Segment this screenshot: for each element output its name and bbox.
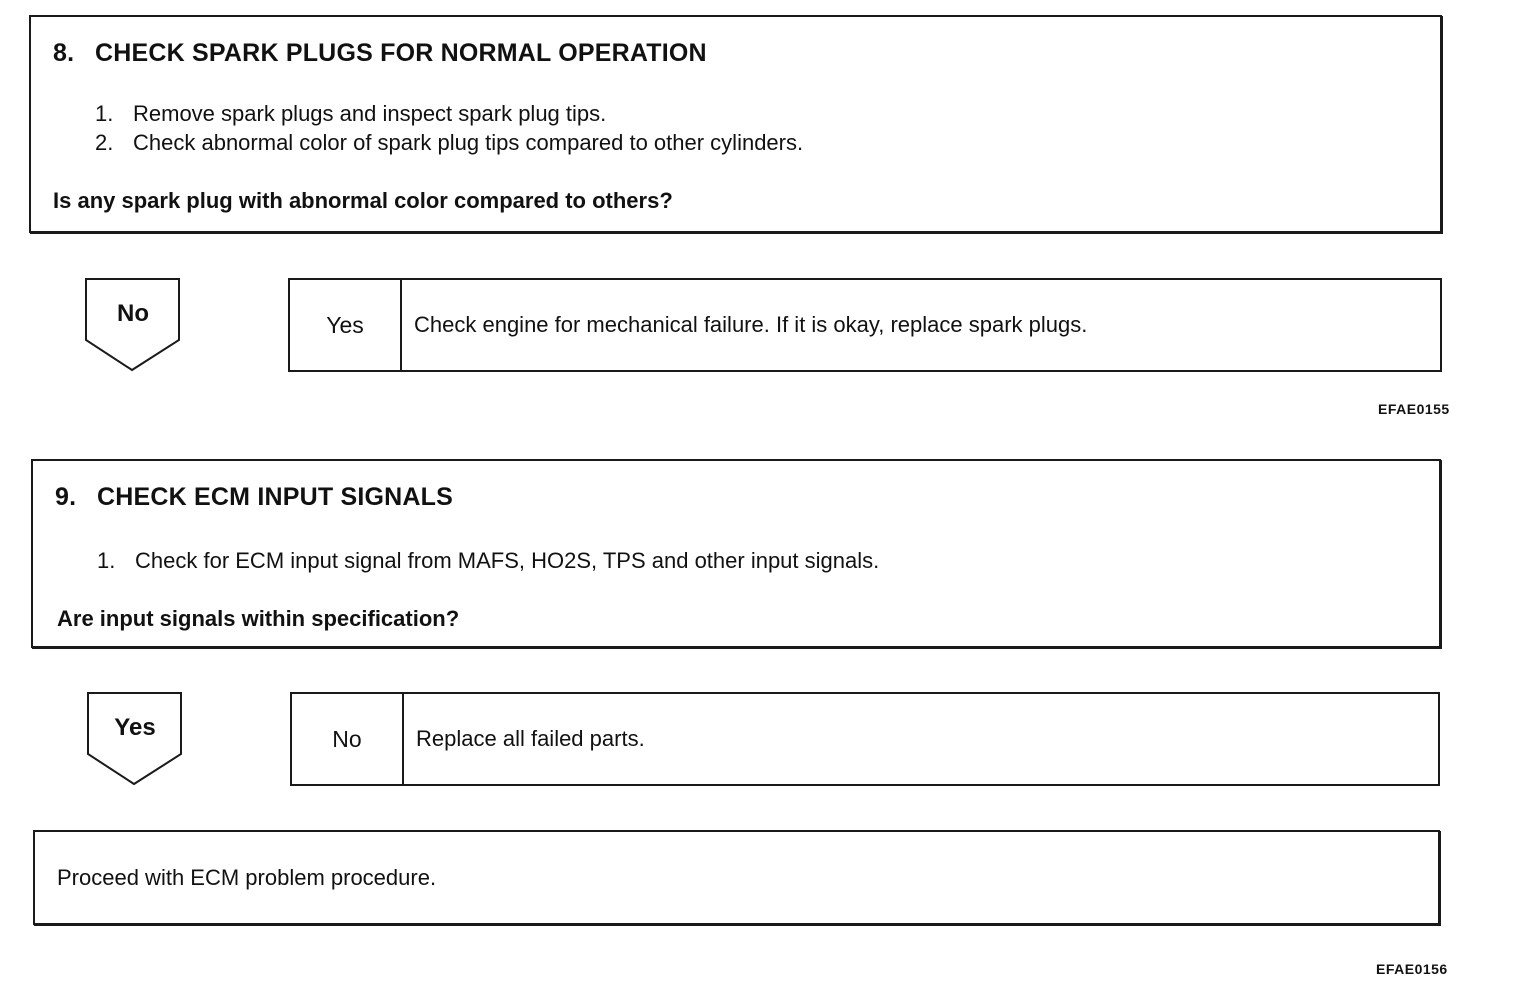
step9-continue-arrow (87, 692, 183, 786)
step9-branch-box (290, 692, 1440, 786)
step9-branch-key: No (292, 694, 404, 784)
figure-ref-2: EFAE0156 (1376, 961, 1448, 977)
step9-title (55, 483, 453, 512)
step9-number: 9. (55, 483, 77, 511)
step9-item-1: 1. Check for ECM input signal from MAFS, HO2S, TPS and other input signals. (97, 548, 880, 573)
step8-title-text: CHECK SPARK PLUGS FOR NORMAL OPERATION (95, 39, 707, 67)
step8-branch-key: Yes (290, 280, 402, 370)
step8-title (53, 39, 707, 68)
final-text: Proceed with ECM problem procedure. (57, 864, 437, 890)
step9-question: Are input signals within specification? (57, 606, 460, 631)
figure-ref-1: EFAE0155 (1378, 401, 1450, 417)
final-box (33, 830, 1440, 925)
step8-item-1: 1. Remove spark plugs and inspect spark plug tips. (95, 101, 607, 126)
step8-question: Is any spark plug with abnormal color compared to others? (53, 188, 673, 213)
step9-box (31, 459, 1441, 648)
step8-box (29, 15, 1442, 233)
step8-number: 8. (53, 39, 75, 67)
step8-branch-box (288, 278, 1442, 372)
step8-continue-arrow (85, 278, 181, 372)
step9-continue-label: Yes (114, 714, 156, 741)
step9-title-text: CHECK ECM INPUT SIGNALS (97, 483, 454, 511)
step8-branch-action: Check engine for mechanical failure. If it is okay, replace spark plugs. (414, 312, 1088, 337)
step9-branch-action: Replace all failed parts. (416, 726, 645, 751)
step8-item-2: 2. Check abnormal color of spark plug tips compared to other cylinders. (95, 130, 804, 155)
step8-continue-label: No (117, 300, 149, 327)
